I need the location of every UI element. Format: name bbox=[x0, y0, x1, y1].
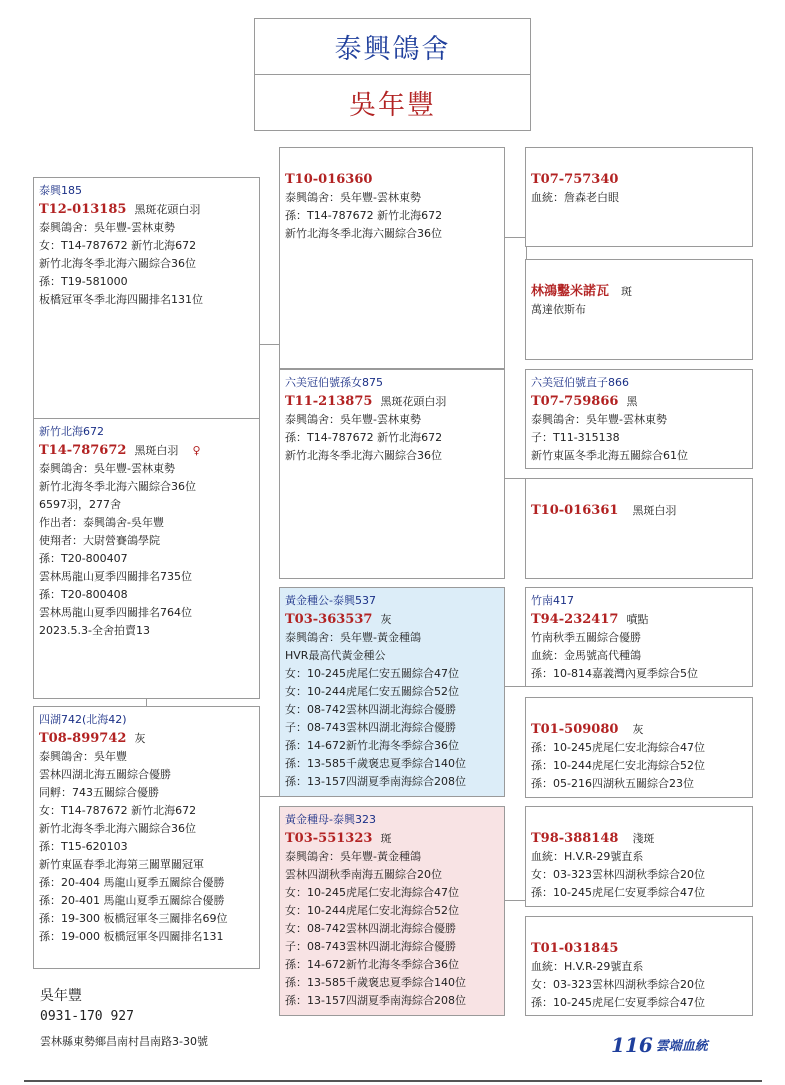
ring-number: T07-759866 bbox=[531, 394, 619, 409]
ring-number: T01-031845 bbox=[531, 941, 619, 956]
logo-text: 雲端血統 bbox=[655, 1039, 708, 1054]
connector bbox=[504, 478, 526, 479]
connector bbox=[259, 796, 280, 797]
info-line: HVR最高代黃金種公 bbox=[285, 649, 386, 662]
info-line: 女：T14-787672 新竹北海672 bbox=[39, 239, 197, 252]
info-line: 孫：13-585千歲褒忠夏季綜合140位 bbox=[285, 757, 466, 770]
bird-color: 噴點 bbox=[626, 613, 649, 626]
bird-tag: 黃金種公-泰興537 bbox=[285, 594, 376, 607]
ring-number: T03-551323 bbox=[285, 831, 373, 846]
ring-number: T11-213875 bbox=[285, 394, 373, 409]
bird-color: 灰 bbox=[380, 613, 392, 626]
bird-color: 淺斑 bbox=[632, 832, 655, 845]
pedigree-card-partner-sire bbox=[279, 587, 505, 797]
info-line: 孫：10-245虎尾仁安夏季綜合47位 bbox=[531, 886, 705, 899]
pedigree-card-partner-dam-sire bbox=[525, 806, 753, 907]
pedigree-card-sire-dam bbox=[525, 259, 753, 360]
info-line: 孫：13-157四湖夏季南海綜合208位 bbox=[285, 994, 466, 1007]
female-icon: ♀ bbox=[192, 444, 201, 457]
info-line: 孫：T14-787672 新竹北海672 bbox=[285, 209, 443, 222]
loft-name-title: 泰興鴿舍 bbox=[254, 18, 531, 75]
bird-name: 林鴻鑿米諾瓦 bbox=[531, 284, 610, 299]
info-line: 孫：20-401 馬龍山夏季五關綜合優勝 bbox=[39, 894, 225, 907]
info-line: 作出者：泰興鴿舍-吳年豐 bbox=[39, 516, 164, 529]
ring-number: T01-509080 bbox=[531, 722, 619, 737]
info-line: 子：08-743雲林四湖北海綜合優勝 bbox=[285, 721, 456, 734]
info-line: 雲林馬龍山夏季四關排名764位 bbox=[39, 606, 192, 619]
bird-color: 黑 bbox=[626, 395, 638, 408]
info-line: 泰興鴿舍：吳年豐-黃金種鴿 bbox=[285, 631, 421, 644]
ring-number: T98-388148 bbox=[531, 831, 619, 846]
ring-number: T08-899742 bbox=[39, 731, 127, 746]
info-line: 孫：10-245虎尾仁安夏季綜合47位 bbox=[531, 996, 705, 1009]
pedigree-card-partner-sire-sire bbox=[525, 587, 753, 687]
pedigree-card-partner-dam bbox=[279, 806, 505, 1016]
connector bbox=[504, 686, 526, 687]
info-line: 新竹北海冬季北海六關綜合36位 bbox=[285, 449, 442, 462]
info-line: 女：10-245虎尾仁安五關綜合47位 bbox=[285, 667, 459, 680]
ring-number: T03-363537 bbox=[285, 612, 373, 627]
info-line: 血統：H.V.R-29號直系 bbox=[531, 960, 644, 973]
ring-number: T10-016360 bbox=[285, 172, 373, 187]
bird-tag: 竹南417 bbox=[531, 594, 574, 607]
info-line: 孫：10-245虎尾仁安北海綜合47位 bbox=[531, 741, 705, 754]
footer-address: 雲林縣東勢鄉昌南村昌南路3-30號 bbox=[40, 1035, 208, 1048]
ring-number: T12-013185 bbox=[39, 202, 127, 217]
info-line: 泰興鴿舍：吳年豐-雲林東勢 bbox=[39, 462, 175, 475]
pedigree-card-subject bbox=[33, 177, 260, 438]
info-line: 泰興鴿舍：吳年豐-雲林東勢 bbox=[531, 413, 667, 426]
info-line: 孫：T15-620103 bbox=[39, 840, 128, 853]
info-line: 雲林四湖北海五關綜合優勝 bbox=[39, 768, 171, 781]
logo-number: 116 bbox=[611, 1033, 653, 1057]
pedigree-card-dam bbox=[279, 369, 505, 579]
info-line: 萬達依斯布 bbox=[531, 303, 586, 316]
pedigree-card-partner bbox=[33, 706, 260, 969]
info-line: 新竹北海冬季北海六關綜合36位 bbox=[39, 480, 196, 493]
bird-color: 黑斑白羽 bbox=[134, 444, 179, 457]
footer-phone: 0931-170 927 bbox=[40, 1009, 134, 1024]
info-line: 2023.5.3-全舍拍賣13 bbox=[39, 624, 150, 637]
info-line: 孫：13-585千歲褒忠夏季綜合140位 bbox=[285, 976, 466, 989]
info-line: 孫：T19-581000 bbox=[39, 275, 128, 288]
info-line: 女：08-742雲林四湖北海綜合優勝 bbox=[285, 703, 456, 716]
info-line: 女：10-245虎尾仁安北海綜合47位 bbox=[285, 886, 459, 899]
pedigree-card-partner-dam-dam bbox=[525, 916, 753, 1016]
brand-logo bbox=[611, 1032, 708, 1056]
info-line: 女：03-323雲林四湖秋季綜合20位 bbox=[531, 868, 705, 881]
info-line: 孫：T20-800408 bbox=[39, 588, 128, 601]
info-line: 孫：13-157四湖夏季南海綜合208位 bbox=[285, 775, 466, 788]
connector bbox=[504, 900, 526, 901]
info-line: 血統：詹森老白眼 bbox=[531, 191, 619, 204]
info-line: 孫：14-672新竹北海冬季綜合36位 bbox=[285, 739, 459, 752]
connector bbox=[259, 344, 280, 345]
info-line: 子：08-743雲林四湖北海綜合優勝 bbox=[285, 940, 456, 953]
pedigree-card-mate bbox=[33, 418, 260, 699]
ring-number: T14-787672 bbox=[39, 443, 127, 458]
info-line: 孫：05-216四湖秋五關綜合23位 bbox=[531, 777, 694, 790]
info-line: 女：08-742雲林四湖北海綜合優勝 bbox=[285, 922, 456, 935]
bird-color: 黑斑白羽 bbox=[632, 504, 677, 517]
info-line: 雲林四湖秋季南海五關綜合20位 bbox=[285, 868, 442, 881]
bird-tag: 六美冠伯號孫女875 bbox=[285, 376, 383, 389]
info-line: 板橋冠軍冬季北海四關排名131位 bbox=[39, 293, 203, 306]
info-line: 孫：19-000 板橋冠軍冬四關排名131 bbox=[39, 930, 224, 943]
info-line: 血統：H.V.R-29號直系 bbox=[531, 850, 644, 863]
bird-color: 斑 bbox=[621, 285, 633, 298]
owner-name-title: 吳年豐 bbox=[254, 74, 531, 131]
info-line: 6597羽，277舍 bbox=[39, 498, 121, 511]
bird-color: 灰 bbox=[134, 732, 146, 745]
info-line: 孫：T14-787672 新竹北海672 bbox=[285, 431, 443, 444]
pedigree-card-dam-sire bbox=[525, 369, 753, 469]
bird-tag: 四湖742(北海42) bbox=[39, 713, 127, 726]
info-line: 同孵：743五關綜合優勝 bbox=[39, 786, 159, 799]
info-line: 孫：20-404 馬龍山夏季五關綜合優勝 bbox=[39, 876, 225, 889]
info-line: 新竹北海冬季北海六關綜合36位 bbox=[285, 227, 442, 240]
info-line: 子：T11-315138 bbox=[531, 431, 620, 444]
connector bbox=[146, 698, 147, 706]
info-line: 孫：10-244虎尾仁安北海綜合52位 bbox=[531, 759, 705, 772]
info-line: 竹南秋季五關綜合優勝 bbox=[531, 631, 641, 644]
info-line: 女：T14-787672 新竹北海672 bbox=[39, 804, 197, 817]
ring-number: T07-757340 bbox=[531, 172, 619, 187]
bird-tag: 六美冠伯號直子866 bbox=[531, 376, 629, 389]
bird-color: 灰 bbox=[632, 723, 644, 736]
info-line: 女：03-323雲林四湖秋季綜合20位 bbox=[531, 978, 705, 991]
info-line: 泰興鴿舍：吳年豐-雲林東勢 bbox=[285, 191, 421, 204]
info-line: 新竹北海冬季北海六關綜合36位 bbox=[39, 257, 196, 270]
bird-color: 黑斑花頭白羽 bbox=[134, 203, 201, 216]
info-line: 女：10-244虎尾仁安五關綜合52位 bbox=[285, 685, 459, 698]
info-line: 女：10-244虎尾仁安北海綜合52位 bbox=[285, 904, 459, 917]
info-line: 血統：金馬號高代種鴿 bbox=[531, 649, 641, 662]
connector bbox=[504, 237, 526, 238]
ring-number: T10-016361 bbox=[531, 503, 619, 518]
info-line: 新竹東區春季北海第三關單關冠軍 bbox=[39, 858, 204, 871]
info-line: 孫：19-300 板橋冠軍冬三關排名69位 bbox=[39, 912, 228, 925]
info-line: 孫：T20-800407 bbox=[39, 552, 128, 565]
info-line: 泰興鴿舍：吳年豐-雲林東勢 bbox=[39, 221, 175, 234]
pedigree-card-sire bbox=[279, 147, 505, 369]
bottom-divider bbox=[24, 1080, 762, 1082]
pedigree-card-sire-sire bbox=[525, 147, 753, 247]
info-line: 泰興鴿舍：吳年豐 bbox=[39, 750, 127, 763]
pedigree-card-dam-dam bbox=[525, 478, 753, 579]
info-line: 孫：14-672新竹北海冬季綜合36位 bbox=[285, 958, 459, 971]
bird-color: 黑斑花頭白羽 bbox=[380, 395, 447, 408]
footer-owner-name: 吳年豐 bbox=[40, 988, 82, 1004]
bird-tag: 黃金種母-泰興323 bbox=[285, 813, 376, 826]
info-line: 泰興鴿舍：吳年豐-黃金種鴿 bbox=[285, 850, 421, 863]
info-line: 泰興鴿舍：吳年豐-雲林東勢 bbox=[285, 413, 421, 426]
info-line: 孫：10-814嘉義灣內夏季綜合5位 bbox=[531, 667, 698, 680]
info-line: 使翔者：大尉營賽鴿學院 bbox=[39, 534, 160, 547]
info-line: 新竹東區冬季北海五關綜合61位 bbox=[531, 449, 688, 462]
pedigree-card-partner-sire-dam bbox=[525, 697, 753, 798]
bird-tag: 泰興185 bbox=[39, 184, 82, 197]
bird-color: 斑 bbox=[380, 832, 392, 845]
info-line: 雲林馬龍山夏季四關排名735位 bbox=[39, 570, 192, 583]
ring-number: T94-232417 bbox=[531, 612, 619, 627]
bird-tag: 新竹北海672 bbox=[39, 425, 104, 438]
info-line: 新竹北海冬季北海六關綜合36位 bbox=[39, 822, 196, 835]
